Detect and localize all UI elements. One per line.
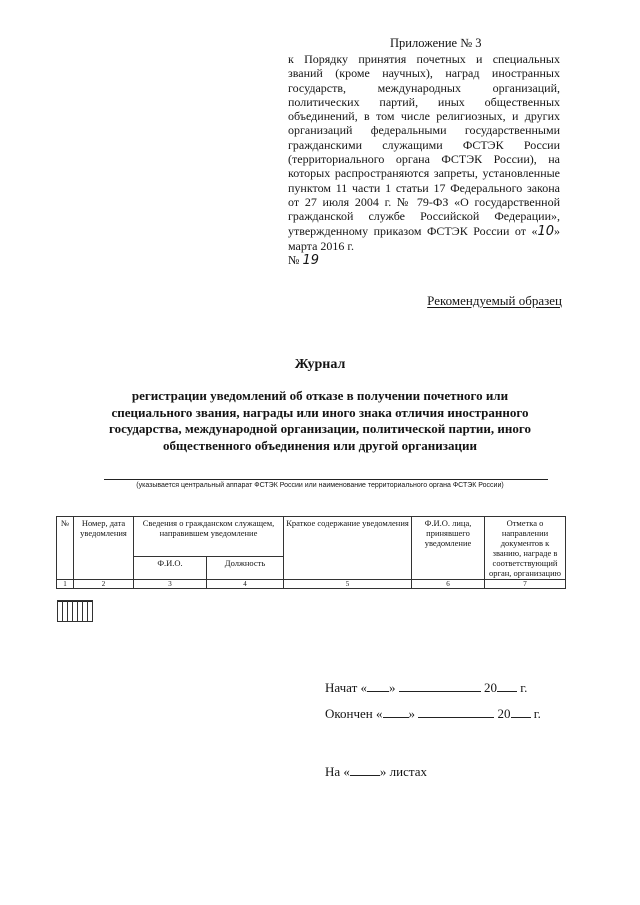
started-field [325, 680, 527, 696]
started-quote-close: » [389, 680, 396, 695]
header-note: Отметка о направлении документов к званию, награде в соответствующий орган, организацию [485, 517, 566, 580]
appendix-text [288, 52, 560, 268]
handwritten-order-number: 19 [302, 253, 319, 269]
column-number: 6 [412, 580, 485, 589]
started-year-suffix: г. [520, 680, 528, 695]
column-number-row [57, 580, 566, 589]
ended-field [325, 706, 541, 722]
column-number: 4 [207, 580, 284, 589]
started-label: Начат « [325, 680, 368, 695]
ended-year-suffix: г. [533, 706, 541, 721]
header-employee-info: Сведения о гражданском служащем, направившем уведомление [134, 517, 284, 557]
header-position: Должность [207, 557, 284, 580]
column-number: 7 [485, 580, 566, 589]
ended-quote-close: » [408, 706, 416, 721]
sheets-prefix: На « [325, 764, 350, 779]
header-summary: Краткое содержание уведомления [284, 517, 412, 580]
ended-label: Окончен « [325, 706, 383, 721]
column-number: 3 [134, 580, 207, 589]
ended-day-blank[interactable] [383, 716, 409, 718]
appendix-title: Приложение № 3 [390, 36, 482, 50]
table-header-row [57, 517, 566, 557]
sheets-suffix: » листах [379, 764, 427, 779]
header-num: № [57, 517, 74, 580]
header-receiver: Ф.И.О. лица, принявшего уведомление [412, 517, 485, 580]
registry-table [56, 516, 566, 607]
organization-caption: (указывается центральный аппарат ФСТЭК России или наименование территориального органа ФСТЭК России) [136, 482, 504, 489]
table-row [57, 600, 93, 602]
header-number-date: Номер, дата уведомления [74, 517, 134, 580]
appendix-body: к Порядку принятия почетных и специальных званий (кроме научных), наград иностранных государств, международных организаций, политических партий, иных общественных объединений, в том числе религиозных, и других организаций федеральными государственными гражданскими служащими ФСТЭК России (территориального органа ФСТЭК России), на которых распространяются запреты, установленные пунктом 11 части 1 статьи 17 Федерального закона от 27 июля 2004 г. № 79-ФЗ «О государственной гражданской службе Российской Федерации», утвержденному приказом ФСТЭК России от « [288, 52, 560, 238]
started-year-blank[interactable] [497, 690, 517, 692]
journal-subtitle: регистрации уведомлений об отказе в получении почетного или специального звания, награды или иного знака отличия иностранного государства, международной организации, политической партии, иного общественного объединения или другой организации [109, 388, 531, 453]
organization-line [104, 479, 548, 480]
started-year-prefix: 20 [484, 680, 498, 695]
handwritten-day: 10 [537, 223, 554, 239]
journal-title: Журнал [294, 357, 346, 372]
table-cell[interactable] [87, 601, 92, 622]
appendix-month-year: » марта 2016 г. [288, 223, 560, 253]
column-number: 1 [57, 580, 74, 589]
order-number-prefix: № [288, 253, 300, 268]
sheets-count-blank[interactable] [350, 774, 380, 776]
column-number: 2 [74, 580, 134, 589]
ended-year-prefix: 20 [497, 706, 511, 721]
started-day-blank[interactable] [367, 690, 389, 692]
sheets-field [325, 764, 427, 780]
ended-month-blank[interactable] [418, 716, 494, 718]
ended-year-blank[interactable] [511, 716, 531, 718]
column-number: 5 [284, 580, 412, 589]
recommended-sample-label: Рекомендуемый образец [427, 293, 562, 308]
header-fio: Ф.И.О. [134, 557, 207, 580]
started-month-blank[interactable] [399, 690, 481, 692]
